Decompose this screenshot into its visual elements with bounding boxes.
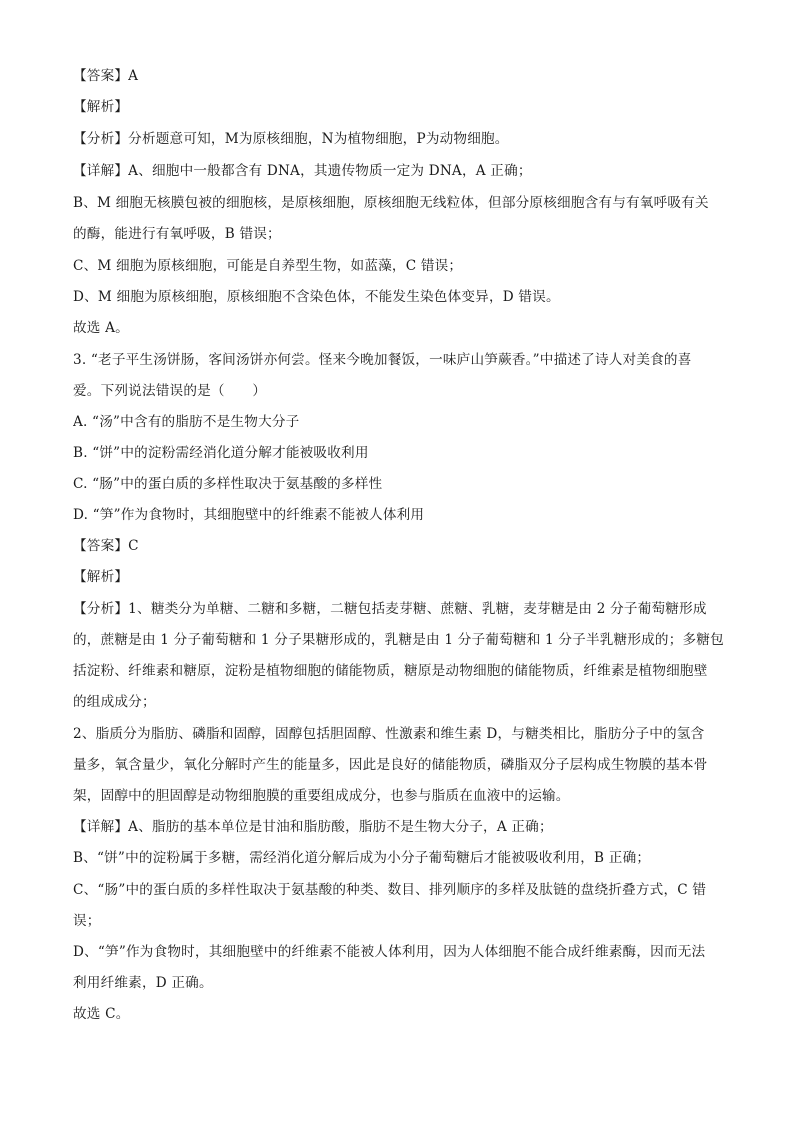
question-stem: 3. “老子平生汤饼肠，客间汤饼亦何尝。怪来今晚加餐饭，一味庐山笋蕨香。”中描述了诗人对美食的喜 bbox=[73, 352, 692, 368]
analysis-text: 括淀粉、纤维素和糖原，淀粉是植物细胞的储能物质，糖原是动物细胞的储能物质，纤维素是植物细胞壁 bbox=[73, 663, 708, 679]
detail-text: 利用纤维素，D 正确。 bbox=[73, 975, 213, 991]
answer-label: 【答案】A bbox=[73, 68, 139, 84]
analysis-text: 【分析】1、糖类分为单糖、二糖和多糖，二糖包括麦芽糖、蔗糖、乳糖，麦芽糖是由 2 分子葡萄糖形成 bbox=[73, 601, 707, 617]
analysis-text: 2、脂质分为脂肪、磷脂和固醇，固醇包括胆固醇、性激素和维生素 D，与糖类相比，脂肪分子中的氢含 bbox=[73, 726, 705, 742]
analysis-text: 的组成成分； bbox=[73, 694, 156, 710]
detail-text: B、“饼”中的淀粉属于多糖，需经消化道分解后成为小分子葡萄糖后才能被吸收利用，B 正确； bbox=[73, 850, 651, 866]
detail-text: C、M 细胞为原核细胞，可能是自养型生物，如蓝藻，C 错误； bbox=[73, 258, 463, 274]
analysis-text: 架，固醇中的胆固醇是动物细胞膜的重要组成成分，也参与脂质在血液中的运输。 bbox=[73, 788, 570, 804]
option-b: B. “饼”中的淀粉需经消化道分解才能被吸收利用 bbox=[73, 445, 369, 461]
option-c: C. “肠”中的蛋白质的多样性取决于氨基酸的多样性 bbox=[73, 476, 383, 492]
analysis-text: 【分析】分析题意可知，M为原核细胞，N为植物细胞，P为动物细胞。 bbox=[73, 131, 509, 147]
answer-label: 【答案】C bbox=[73, 538, 139, 554]
question-stem: 爱。下列说法错误的是（ ） bbox=[73, 383, 267, 399]
conclusion-text: 故选 C。 bbox=[73, 1006, 130, 1022]
analysis-heading: 【解析】 bbox=[73, 99, 129, 115]
detail-text: 的酶，能进行有氧呼吸，B 错误； bbox=[73, 226, 281, 242]
detail-text: 误； bbox=[73, 913, 101, 929]
conclusion-text: 故选 A。 bbox=[73, 320, 129, 336]
detail-text: B、M 细胞无核膜包被的细胞核，是原核细胞，原核细胞无线粒体，但部分原核细胞含有与有氧呼吸有关 bbox=[73, 195, 709, 211]
detail-text: D、M 细胞为原核细胞，原核细胞不含染色体，不能发生染色体变异，D 错误。 bbox=[73, 289, 560, 305]
option-d: D. “笋”作为食物时，其细胞壁中的纤维素不能被人体利用 bbox=[73, 507, 425, 523]
detail-text: 【详解】A、细胞中一般都含有 DNA，其遗传物质一定为 DNA，A 正确； bbox=[73, 163, 532, 179]
analysis-text: 的，蔗糖是由 1 分子葡萄糖和 1 分子果糖形成的，乳糖是由 1 分子葡萄糖和 1 分子半乳糖形成的；多糖包 bbox=[73, 632, 724, 648]
option-a: A. “汤”中含有的脂肪不是生物大分子 bbox=[73, 414, 300, 430]
detail-text: D、“笋”作为食物时，其细胞壁中的纤维素不能被人体利用，因为人体细胞不能合成纤维素酶，因而无法 bbox=[73, 944, 706, 960]
analysis-heading: 【解析】 bbox=[73, 569, 129, 585]
detail-text: 【详解】A、脂肪的基本单位是甘油和脂肪酸，脂肪不是生物大分子，A 正确； bbox=[73, 819, 553, 835]
analysis-text: 量多，氧含量少，氧化分解时产生的能量多，因此是良好的储能物质，磷脂双分子层构成生物膜的基本骨 bbox=[73, 757, 708, 773]
detail-text: C、“肠”中的蛋白质的多样性取决于氨基酸的种类、数目、排列顺序的多样及肽链的盘绕折叠方式，C 错 bbox=[73, 882, 707, 898]
